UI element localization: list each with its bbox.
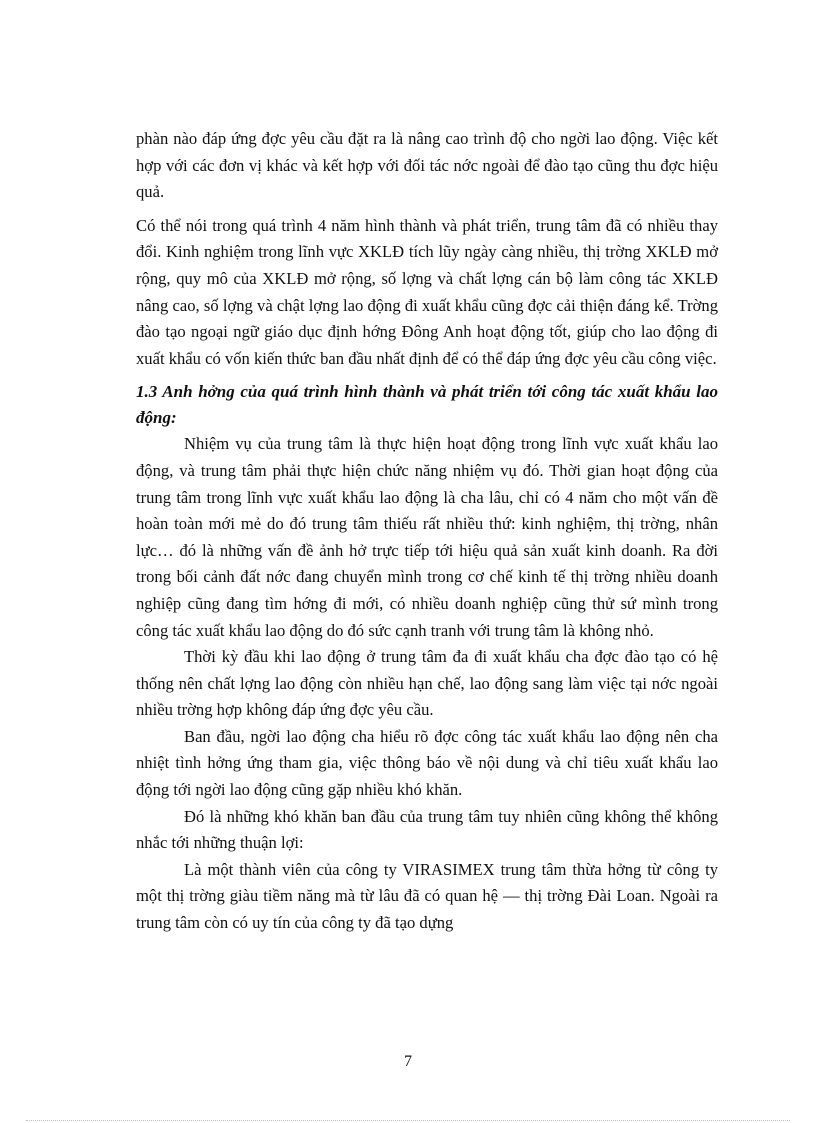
paragraph-2: Có thể nói trong quá trình 4 năm hình thành và phát triển, trung tâm đã có nhiều thay đổi. Kinh nghiệm trong lĩnh vực XKLĐ tích lũy ngày càng nhiều, thị trờng XKLĐ mở rộng, quy mô của XKLĐ mở rộng, số lợng và chất lợng cán bộ làm công tác XKLĐ nâng cao, số lợng và chật lợng lao động đi xuất khẩu cũng đợc cải thiện đáng kể. Trờng đào tạo ngoại ngữ giáo dục định hớng Đông Anh hoạt động tốt, giúp cho lao động đi xuất khẩu có vốn kiến thức ban đầu nhất định để có thể đáp ứng đợc yêu cầu công việc. bbox=[136, 215, 718, 368]
paragraph-4: Thời kỳ đầu khi lao động ở trung tâm đa đi xuất khẩu cha đợc đào tạo có hệ thống nên chất lợng lao động còn nhiều hạn chế, lao động sang làm việc tại nớc ngoài nhiều trờng hợp không đáp ứng đợc yêu cầu. bbox=[136, 647, 718, 720]
paragraph-7: Là một thành viên của công ty VIRASIMEX trung tâm thừa hởng từ công ty một thị trờng giàu tiềm năng mà từ lâu đã có quan hệ — thị trờng Đài Loan. Ngoài ra trung tâm còn có uy tín của công ty đã tạo dựng bbox=[136, 859, 718, 933]
page-number: 7 bbox=[404, 1053, 412, 1070]
section-heading: 1.3 Anh hởng của quá trình hình thành và phát triển tới công tác xuất khẩu lao động: bbox=[136, 382, 718, 428]
paragraph-6: Đó là những khó khăn ban đầu của trung tâm tuy nhiên cũng không thể không nhắc tới những thuận lợi: bbox=[136, 806, 718, 853]
paragraph-1: phàn nào đáp ứng đợc yêu cầu đặt ra là nâng cao trình độ cho ngời lao động. Việc kết hợp với các đơn vị khác và kết hợp với đối tác nớc ngoài để đào tạo cũng thu đợc hiệu quả. bbox=[136, 129, 718, 202]
paragraph-5: Ban đầu, ngời lao động cha hiểu rõ đợc công tác xuất khẩu lao động nên cha nhiệt tình hởng ứng tham gia, việc thông báo về nội dung và chỉ tiêu xuất khẩu lao động tới ngời lao động cũng gặp nhiều khó khăn. bbox=[136, 726, 718, 800]
paragraph-3: Nhiệm vụ của trung tâm là thực hiện hoạt động trong lĩnh vực xuất khẩu lao động, và trung tâm phải thực hiện chức năng nhiệm vụ đó. Thời gian hoạt động của trung tâm trong lĩnh vực xuất khẩu lao động là cha lâu, chỉ có 4 năm cho một vấn đề hoàn toàn mới mẻ do đó trung tâm thiếu rất nhiều thứ: kinh nghiệm, thị trờng, nhân lực… đó là những vấn đề ảnh hở trực tiếp tới hiệu quả sản xuất kinh doanh. Ra đời trong bối cảnh đất nớc đang chuyển mình trong cơ chế kinh tế thị trờng nhiều doanh nghiệp cũng đang tìm hớng đi mới, có nhiều doanh nghiệp cũng thử sứ mình trong công tác xuất khẩu lao động do đó sức cạnh tranh với trung tâm là không nhỏ. bbox=[136, 434, 718, 640]
footer-divider bbox=[26, 1120, 790, 1121]
page-content bbox=[136, 126, 718, 937]
